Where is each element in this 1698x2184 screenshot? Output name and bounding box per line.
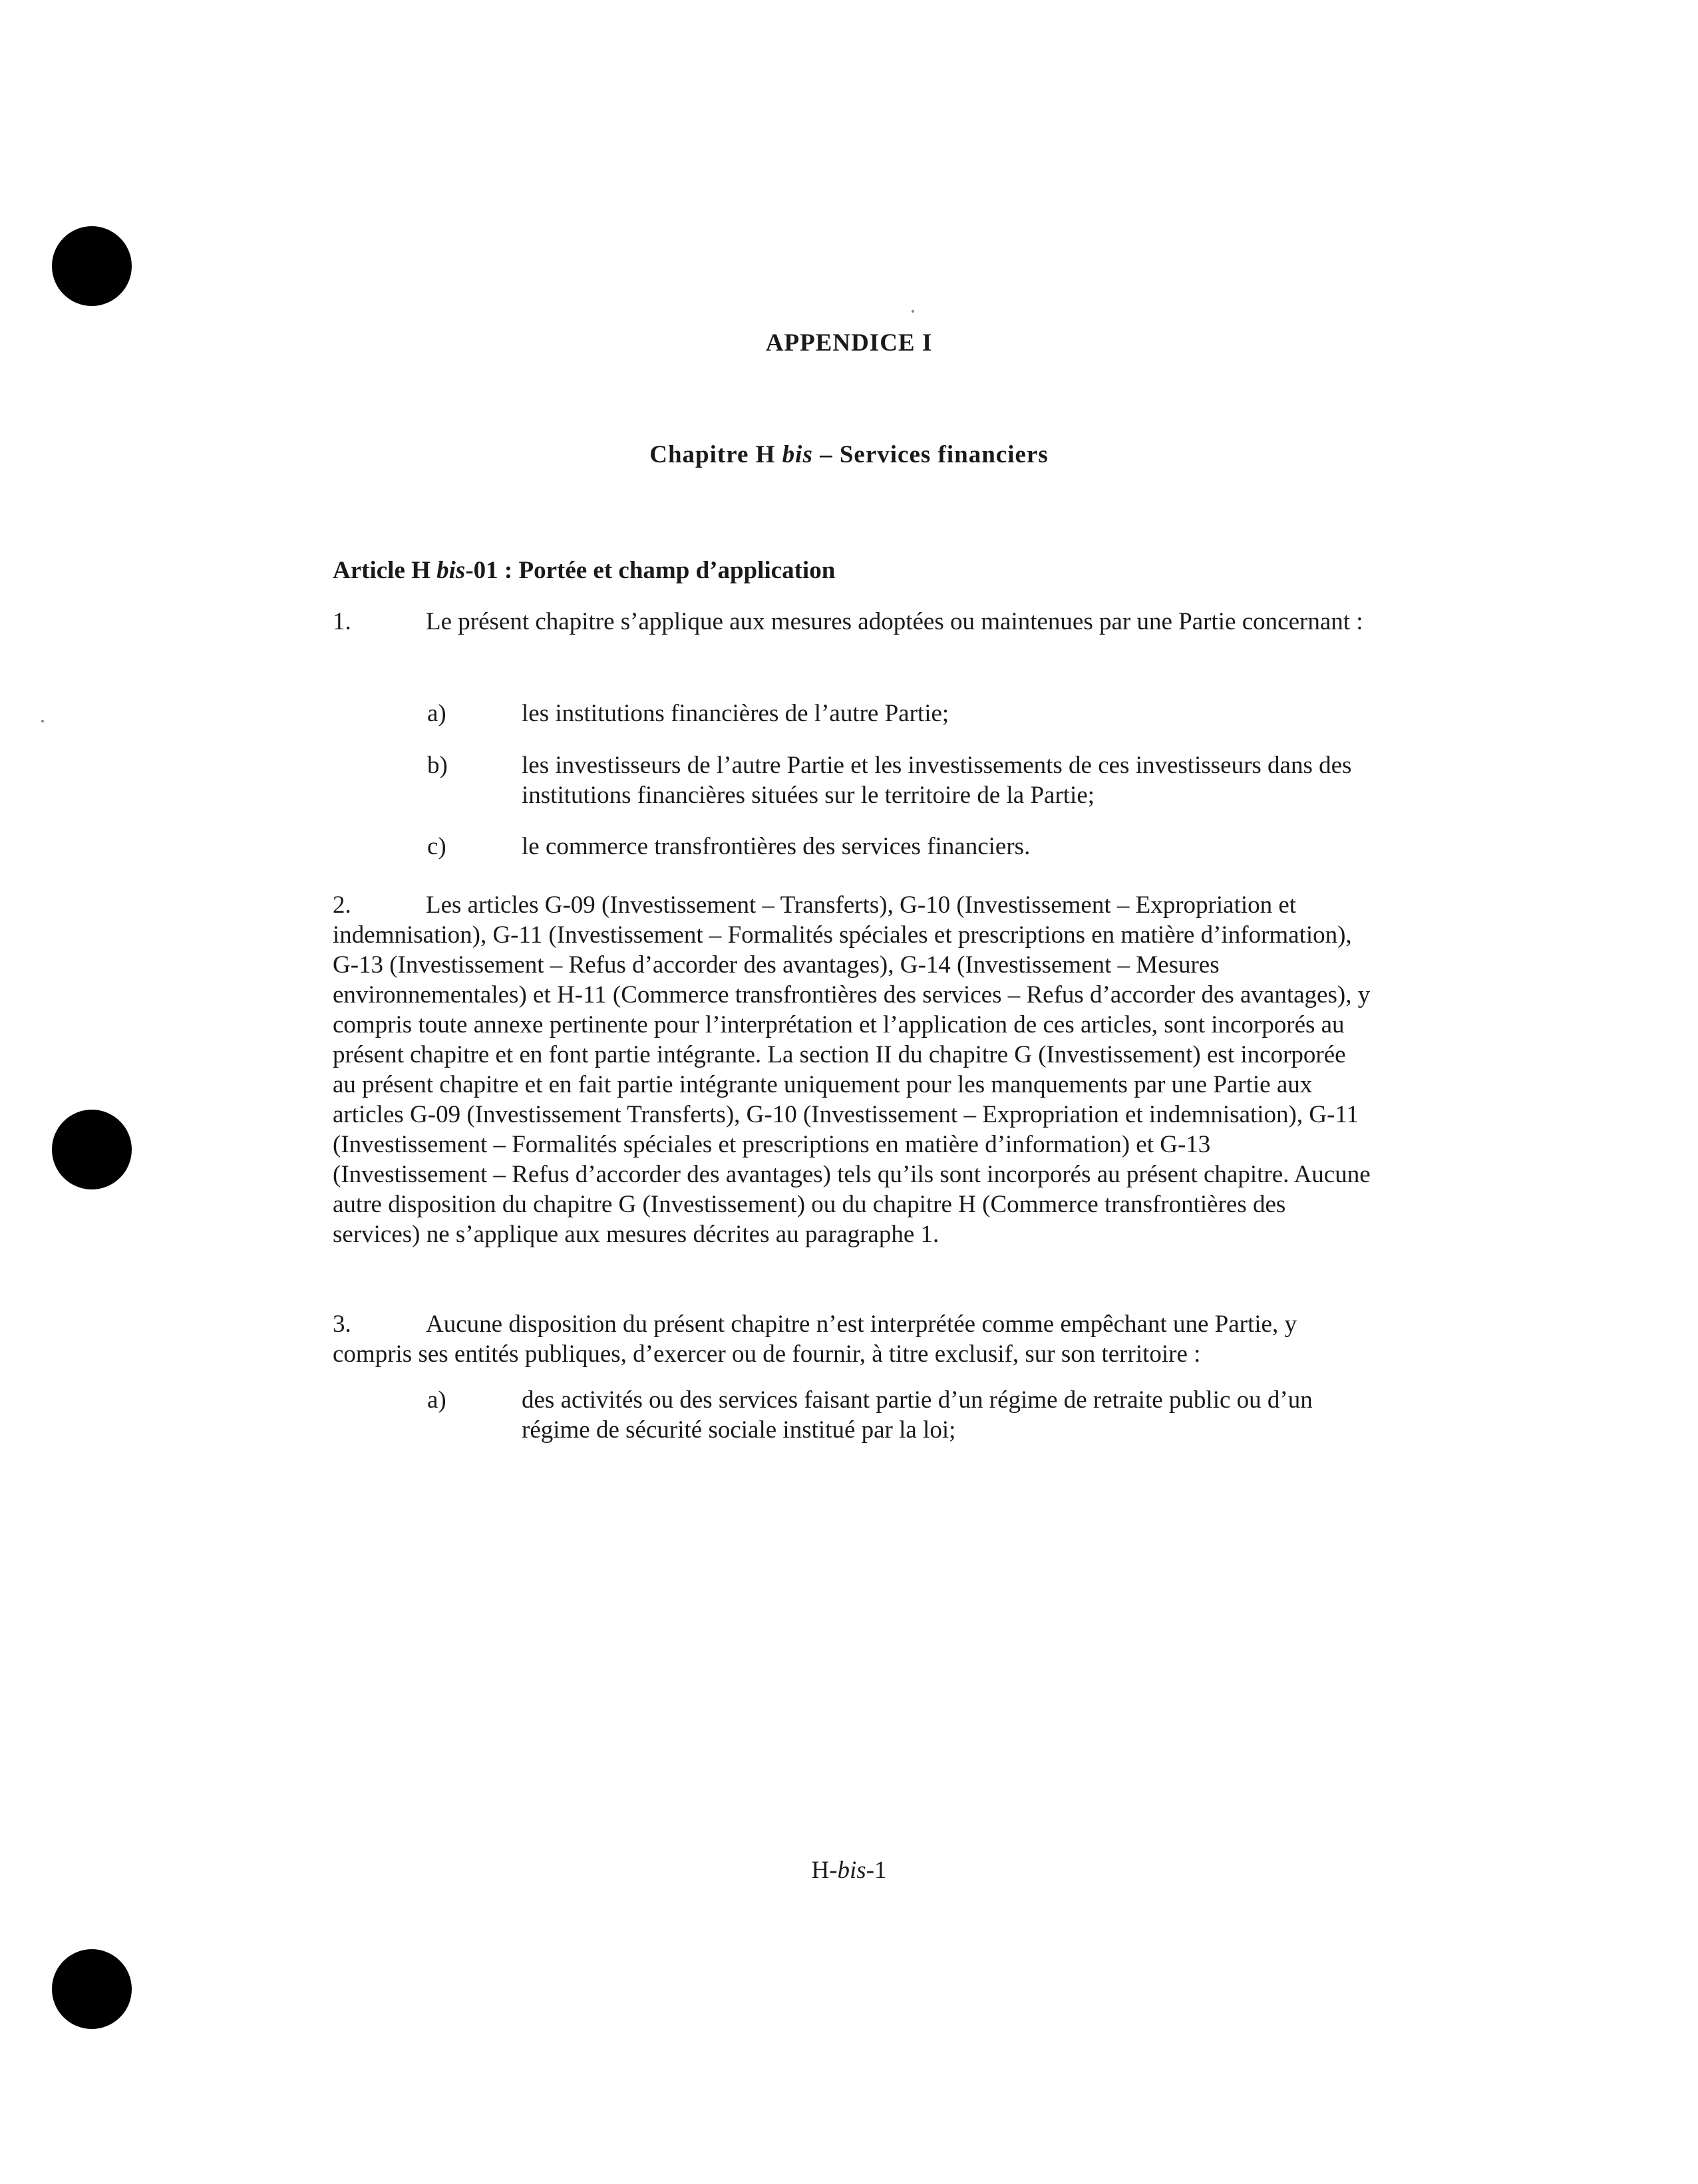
punch-hole-bottom: [52, 1949, 132, 2029]
scan-speck: [41, 720, 44, 722]
list-item-label: a): [427, 700, 446, 727]
page-number-prefix: H-: [811, 1857, 838, 1884]
article-heading-suffix: -01 : Portée et champ d’application: [465, 557, 836, 584]
list-item-label: a): [427, 1386, 446, 1414]
paragraph-number: 3.: [333, 1311, 351, 1338]
paragraph-text: Aucune disposition du présent chapitre n’est interprétée comme empêchant une Partie, y compris ses entités publiques, d’exercer ou de fournir, à titre exclusif, sur son territoire :: [333, 1311, 1297, 1368]
chapter-title-bis: bis: [782, 441, 813, 468]
list-item: [427, 699, 1372, 728]
page-number-suffix: -1: [866, 1857, 887, 1884]
list-item-label: c): [427, 833, 446, 860]
paragraph-text: Les articles G-09 (Investissement – Transferts), G-10 (Investissement – Expropriation et indemnisation), G-11 (Investissement – Formalités spéciales et prescriptions en matière d’information), G-13 (Investissement – Refus d’accorder des avantages), G-14 (Investissement – Mesures environnementales) et H-11 (Commerce transfrontières des services – Refus d’accorder des avantages), y compris toute annexe pertinente pour l’interprétation et l’application de ces articles, sont incorporés au présent chapitre et en font partie intégrante. La section II du chapitre G (Investissement) est incorporée au présent chapitre et en fait partie intégrante uniquement pour les manquements par une Partie aux articles G-09 (Investissement Transferts), G-10 (Investissement – Expropriation et indemnisation), G-11 (Investissement – Formalités spéciales et prescriptions en matière d’information) et G-13 (Investissement – Refus d’accorder des avantages) tels qu’ils sont incorporés au présent chapitre. Aucune autre disposition du chapitre G (Investissement) ou du chapitre H (Commerce transfrontières des services) ne s’applique aux mesures décrites au paragraphe 1.: [333, 891, 1371, 1248]
paragraph-number: 2.: [333, 891, 351, 919]
punch-hole-middle: [52, 1110, 132, 1189]
chapter-title-suffix: – Services financiers: [812, 441, 1049, 468]
article-heading: [333, 556, 835, 585]
page-number-bis: bis: [837, 1857, 866, 1884]
list-item: [427, 1385, 1372, 1445]
chapter-title: [0, 440, 1698, 469]
appendix-title: APPENDICE I: [765, 329, 933, 357]
list-item-text: des activités ou des services faisant partie d’un régime de retraite public ou d’un régime de sécurité sociale institué par la loi;: [522, 1386, 1313, 1444]
paragraph-text: Le présent chapitre s’applique aux mesures adoptées ou maintenues par une Partie concernant :: [426, 608, 1363, 635]
paragraph-number: 1.: [333, 608, 351, 635]
list-item-text: le commerce transfrontières des services financiers.: [522, 833, 1031, 860]
list-item: [427, 750, 1372, 810]
paragraph-1: [333, 607, 1371, 637]
list-item-label: b): [427, 752, 448, 779]
chapter-title-prefix: Chapitre H: [649, 441, 782, 468]
paragraph-2: [333, 890, 1371, 1249]
article-heading-bis: bis: [436, 557, 466, 584]
page-number: [0, 1856, 1698, 1885]
list-item: [427, 832, 1372, 861]
article-heading-prefix: Article H: [333, 557, 437, 584]
punch-hole-top: [52, 226, 132, 306]
list-item-text: les investisseurs de l’autre Partie et les investissements de ces investisseurs dans des institutions financières situées sur le territoire de la Partie;: [522, 752, 1352, 809]
paragraph-3: [333, 1309, 1371, 1369]
scan-speck: [912, 310, 914, 313]
list-item-text: les institutions financières de l’autre Partie;: [522, 700, 949, 727]
